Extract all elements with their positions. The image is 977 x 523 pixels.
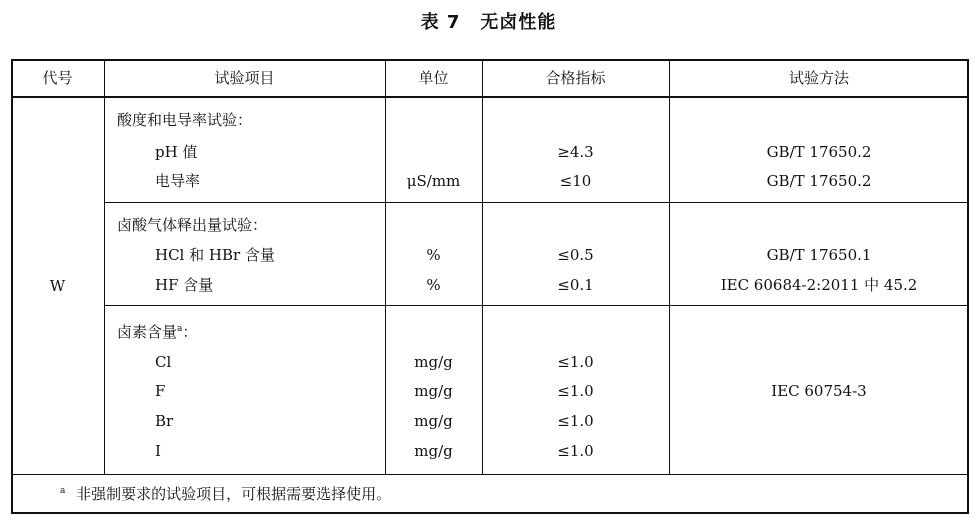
spec-hf: ≤0.1 bbox=[557, 276, 594, 294]
group-title-colon: ： bbox=[182, 323, 198, 341]
item-i: I bbox=[155, 442, 161, 460]
item-conductivity: 电导率 bbox=[155, 172, 201, 190]
unit-cl: mg/g bbox=[414, 353, 453, 371]
footnote-rule bbox=[11, 474, 969, 475]
unit-br: mg/g bbox=[414, 412, 453, 430]
method-halogen-content: IEC 60754-3 bbox=[771, 382, 867, 400]
method-conductivity: GB/T 17650.2 bbox=[766, 172, 872, 190]
spec-conductivity: ≤10 bbox=[559, 172, 592, 190]
footnote-ref: a bbox=[177, 324, 183, 334]
spec-ph: ≥4.3 bbox=[557, 143, 594, 161]
item-cl: Cl bbox=[155, 353, 172, 371]
table-caption: 无卤性能 bbox=[480, 12, 557, 33]
code-value: W bbox=[49, 277, 66, 295]
header-item: 试验项目 bbox=[214, 69, 275, 87]
table-number: 表 7 bbox=[420, 12, 461, 33]
method-hf: IEC 60684-2:2011 中 45.2 bbox=[720, 276, 918, 294]
item-hf: HF 含量 bbox=[155, 276, 214, 294]
header-unit: 单位 bbox=[418, 69, 449, 87]
group-title-halogen-content bbox=[117, 322, 197, 342]
item-br: Br bbox=[155, 412, 174, 430]
unit-i: mg/g bbox=[414, 442, 453, 460]
col-rule-4 bbox=[669, 59, 670, 475]
spec-cl: ≤1.0 bbox=[557, 353, 594, 371]
group-title-halogen-acid: 卤酸气体释出量试验： bbox=[117, 216, 268, 234]
spec-i: ≤1.0 bbox=[557, 442, 594, 460]
item-ph: pH 值 bbox=[155, 143, 198, 161]
method-ph: GB/T 17650.2 bbox=[766, 143, 872, 161]
header-method: 试验方法 bbox=[788, 69, 849, 87]
header-spec: 合格指标 bbox=[545, 69, 606, 87]
item-hcl-hbr: HCl 和 HBr 含量 bbox=[155, 246, 275, 264]
footnote bbox=[60, 484, 391, 504]
unit-conductivity: μS/mm bbox=[406, 172, 461, 190]
header-rule bbox=[11, 96, 969, 98]
col-rule-1 bbox=[104, 59, 105, 475]
footnote-text: 非强制要求的试验项目，可根据需要选择使用。 bbox=[76, 485, 392, 503]
group-rule-2 bbox=[104, 305, 969, 306]
spec-f: ≤1.0 bbox=[557, 382, 594, 400]
group-title-text: 卤素含量 bbox=[117, 323, 178, 341]
footnote-mark: a bbox=[60, 486, 66, 496]
unit-f: mg/g bbox=[414, 382, 453, 400]
header-code: 代号 bbox=[42, 69, 73, 87]
unit-hf: % bbox=[426, 276, 441, 294]
spec-hcl-hbr: ≤0.5 bbox=[557, 246, 594, 264]
group-title-acidity: 酸度和电导率试验： bbox=[117, 111, 253, 129]
item-f: F bbox=[155, 382, 166, 400]
table-title bbox=[0, 8, 977, 34]
unit-hcl-hbr: % bbox=[426, 246, 441, 264]
method-hcl-hbr: GB/T 17650.1 bbox=[766, 246, 872, 264]
group-rule-1 bbox=[104, 202, 969, 203]
spec-br: ≤1.0 bbox=[557, 412, 594, 430]
